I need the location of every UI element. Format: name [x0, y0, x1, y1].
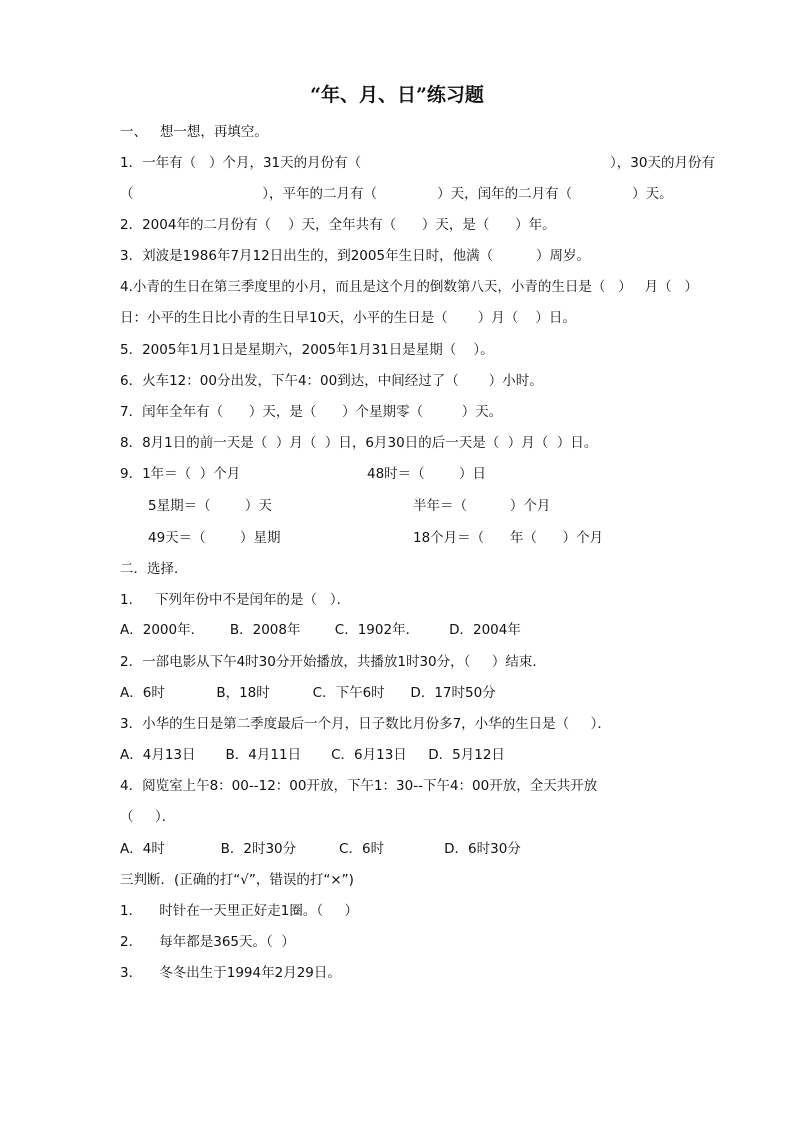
- choice-3-options: A．4月13日 B．4月11日 C．6月13日 D．5月12日: [120, 747, 505, 763]
- question-6: 6．火车12：00分出发，下午4：00到达，中间经过了（ ）小时。: [120, 373, 543, 389]
- question-4-line-2: 日：小平的生日比小青的生日早10天，小平的生日是（ ）月（ ）日。: [120, 310, 576, 326]
- question-4-line-1: 4.小青的生日在第三季度里的小月，而且是这个月的倒数第八天，小青的生日是（ ） 月（ ）: [120, 279, 699, 295]
- judge-3: 3． 冬冬出生于1994年2月29日。: [120, 965, 341, 981]
- choice-1-question: 1． 下列年份中不是闰年的是（ ）．: [120, 592, 351, 608]
- choice-4-question-line-1: 4．阅览室上午8：00--12：00开放，下午1：30--下午4：00开放，全天共开放: [120, 778, 598, 794]
- question-3: 3．刘波是1986年7月12日出生的，到2005年生日时，他满（ ）周岁。: [120, 248, 590, 264]
- choice-1-options: A．2000年． B．2008年 C．1902年． D．2004年: [120, 622, 521, 638]
- choice-4-question-line-2: （ ）．: [120, 809, 176, 825]
- judge-2: 2． 每年都是365天。（ ）: [120, 934, 295, 950]
- section-2-heading: 二．选择．: [120, 561, 188, 577]
- question-1-line-1: 1．一年有（ ）个月，31天的月份有（ ），30天的月份有: [120, 155, 715, 171]
- question-7: 7．闰年全年有（ ）天，是（ ）个星期零（ ）天。: [120, 404, 503, 420]
- judge-1: 1． 时针在一天里正好走1圈。（ ）: [120, 903, 359, 919]
- choice-3-question: 3．小华的生日是第二季度最后一个月，日子数比月份多7，小华的生日是（ ）．: [120, 716, 611, 732]
- question-9-hours: 48时＝（ ）日: [367, 466, 487, 482]
- choice-2-question: 2．一部电影从下午4时30分开始播放，共播放1时30分，（ ）结束．: [120, 654, 546, 670]
- question-9-months: 18个月＝（ 年（ ）个月: [413, 530, 604, 546]
- question-2: 2．2004年的二月份有（ ）天，全年共有（ ）天，是（ ）年。: [120, 217, 556, 233]
- question-9-days: 49天＝（ ）星期: [148, 530, 281, 546]
- section-1-heading: 一、 想一想，再填空。: [120, 124, 268, 140]
- question-1-line-2: （ ），平年的二月有（ ）天，闰年的二月有（ ）天。: [120, 186, 673, 202]
- choice-2-options: A．6时 B，18时 C．下午6时 D．17时50分: [120, 685, 496, 701]
- question-9-year: 9．1年＝（ ）个月: [120, 466, 241, 482]
- section-3-heading: 三判断．(正确的打“√”，错误的打“×”): [120, 872, 354, 888]
- choice-4-options: A．4时 B．2时30分 C．6时 D．6时30分: [120, 841, 521, 857]
- question-5: 5．2005年1月1日是星期六，2005年1月31日是星期（ ）。: [120, 342, 494, 358]
- worksheet-title: “年、月、日”练习题: [310, 84, 484, 106]
- question-9-weeks: 5星期＝（ ）天: [148, 498, 272, 514]
- question-8: 8．8月1日的前一天是（ ）月（ ）日，6月30日的后一天是（ ）月（ ）日。: [120, 435, 598, 451]
- question-9-half-year: 半年＝（ ）个月: [413, 498, 551, 514]
